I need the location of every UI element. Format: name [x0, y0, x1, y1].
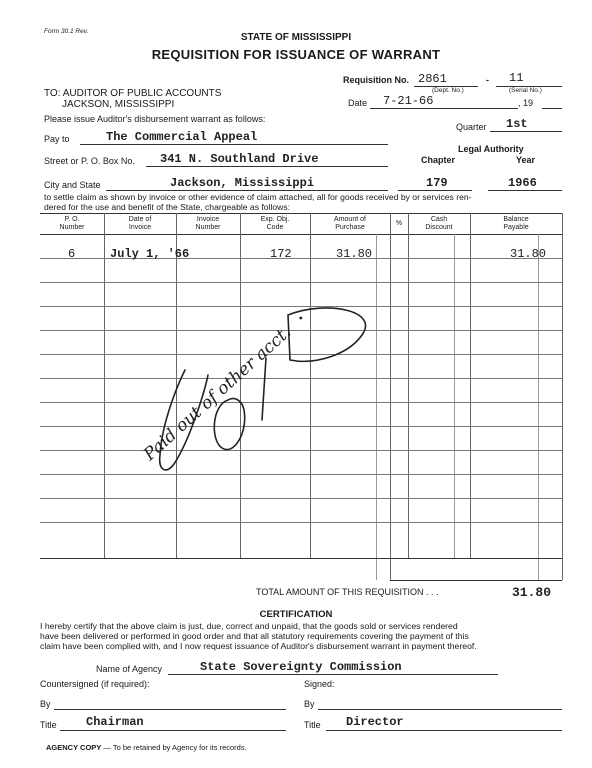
- total-label: TOTAL AMOUNT OF THIS REQUISITION . . .: [256, 587, 439, 597]
- chapter-value: 179: [426, 176, 448, 190]
- header-cash-discount: Cash Discount: [425, 216, 453, 231]
- agency-value: State Sovereignty Commission: [200, 660, 402, 674]
- handwritten-void-text: [0, 0, 2, 1]
- header-date: Date of Invoice: [128, 216, 152, 231]
- dept-caption: (Dept. No.): [432, 87, 464, 94]
- void-letter-o: [214, 398, 244, 449]
- total-value: 31.80: [512, 585, 552, 600]
- agency-copy-rest: — To be retained by Agency for its records.: [103, 743, 247, 752]
- void-dot: [300, 317, 302, 318]
- pay-to-value: The Commercial Appeal: [106, 130, 258, 144]
- page-title: REQUISITION FOR ISSUANCE OF WARRANT: [151, 47, 441, 62]
- to-line-1: TO: AUDITOR OF PUBLIC ACCOUNTS: [44, 88, 222, 99]
- serial-number: 11: [509, 71, 524, 85]
- date-value: 7-21-66: [383, 94, 434, 108]
- header-invoice: Invoice Number: [195, 216, 221, 231]
- by-right-label: By: [304, 699, 315, 709]
- instruction-text: Please issue Auditor's disbursement warrant as follows:: [44, 114, 266, 124]
- certification-heading: CERTIFICATION: [259, 609, 333, 620]
- by-left-label: By: [40, 699, 51, 709]
- street-value: 341 N. Southland Drive: [160, 152, 319, 166]
- countersigned-label: Countersigned (if required):: [40, 679, 150, 689]
- serial-caption: (Serial No.): [509, 87, 542, 94]
- pay-to-label: Pay to: [44, 134, 70, 144]
- title-right-label: Title: [304, 720, 321, 730]
- header-po: P. O. Number: [59, 216, 85, 231]
- to-line-2: JACKSON, MISSISSIPPI: [62, 99, 175, 110]
- form-number: Form 30.1 Rev.: [44, 28, 89, 35]
- year-label: Year: [516, 155, 536, 165]
- agency-copy-note: [46, 743, 247, 752]
- void-letter-d: [288, 308, 366, 361]
- agency-label: Name of Agency: [96, 664, 163, 674]
- requisition-label: Requisition No.: [343, 75, 409, 85]
- certification-line-3: claim have been complied with, and I now request issuance of Auditor's disbursement warrant in payment thereof.: [40, 641, 477, 651]
- settle-text-line-1: to settle claim as shown by invoice or other evidence of claim attached, all for goods received by or services ren-: [44, 192, 472, 202]
- agency-copy-bold: AGENCY COPY: [46, 743, 102, 752]
- city-label: City and State: [44, 180, 101, 190]
- year-value: 1966: [508, 176, 537, 190]
- legal-authority-label: Legal Authority: [458, 144, 524, 154]
- quarter-value: 1st: [506, 117, 528, 131]
- city-value: Jackson, Mississippi: [170, 176, 315, 190]
- row-exp-code: 172: [270, 247, 292, 261]
- header-amount: Amount of Purchase: [334, 216, 366, 231]
- settle-text-line-2: dered for the use and benefit of the State, chargeable as follows:: [44, 202, 291, 212]
- signed-label: Signed:: [304, 679, 335, 689]
- row-balance: 31.80: [510, 247, 547, 261]
- void-letter-i: [262, 358, 266, 420]
- title-left-label: Title: [40, 720, 57, 730]
- header-balance: Balance Payable: [503, 216, 529, 231]
- title-left-value: Chairman: [86, 715, 144, 729]
- certification-line-1: I hereby certify that the above claim is just, due, correct and unpaid, that the goods sold or services rendered: [40, 621, 458, 631]
- date-year-label: , 19: [518, 98, 534, 108]
- title-right-value: Director: [346, 715, 404, 729]
- certification-line-2: have been delivered or performed in good order and that all statutory requirements covering the payment of this: [40, 631, 469, 641]
- quarter-label: Quarter: [456, 122, 487, 132]
- handwritten-note: Paid out of other acct.: [140, 322, 296, 465]
- row-amount: 31.80: [336, 247, 373, 261]
- requisition-dash: -: [486, 75, 489, 85]
- state-heading: STATE OF MISSISSIPPI: [240, 32, 352, 43]
- header-percent: %: [395, 220, 403, 227]
- dept-number: 2861: [418, 72, 447, 86]
- street-label: Street or P. O. Box No.: [44, 156, 135, 166]
- date-label: Date: [348, 98, 368, 108]
- row-invoice-date: July 1, '66: [110, 247, 190, 261]
- header-exp-code: Exp. Obj. Code: [260, 216, 290, 231]
- chapter-label: Chapter: [421, 155, 456, 165]
- row-po-number: 6: [68, 247, 76, 261]
